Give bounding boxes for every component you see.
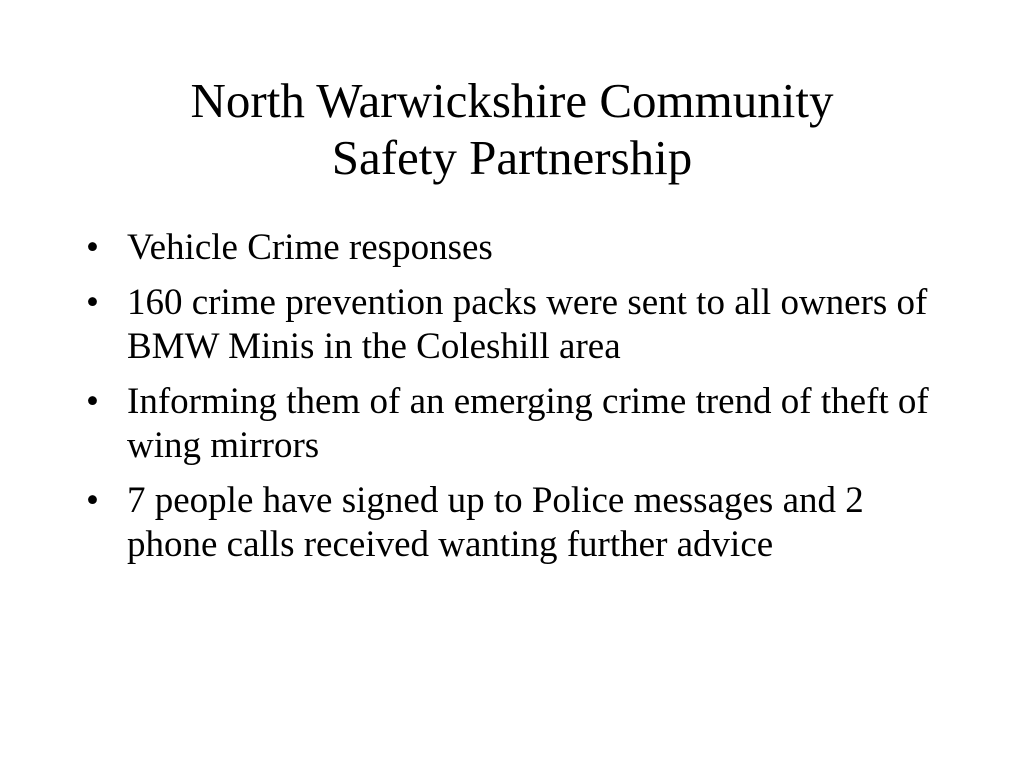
bullet-item-crime-trend [86,380,946,468]
bullet-text: Informing them of an emerging crime trend of theft of wing mirrors [127,381,929,466]
slide-title [0,72,1024,186]
slide-title-line-2: Safety Partnership [331,130,693,185]
bullet-text: 160 crime prevention packs were sent to all owners of BMW Minis in the Coleshill area [127,282,928,367]
bullet-item-vehicle-crime [86,226,946,270]
bullet-list [86,226,946,567]
bullet-icon: • [86,480,99,521]
bullet-text: Vehicle Crime responses [127,227,493,268]
bullet-item-prevention-packs [86,281,946,369]
bullet-icon: • [86,381,99,422]
bullet-text: 7 people have signed up to Police messages and 2 phone calls received wanting further advice [127,480,864,565]
bullet-item-police-messages [86,479,946,567]
slide-title-line-1: North Warwickshire Community [190,73,834,128]
bullet-icon: • [86,282,99,323]
bullet-icon: • [86,227,99,268]
